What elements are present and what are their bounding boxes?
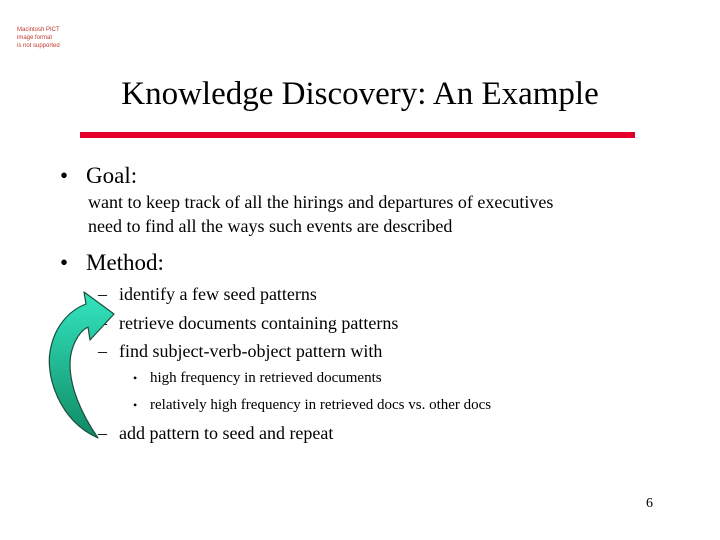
title-underline [80,132,635,138]
bullet-dot: • [60,250,69,275]
step-text: identify a few seed patterns [119,284,317,304]
goal-line: want to keep track of all the hirings and departures of executives [88,192,554,212]
placeholder-line: Macintosh PICT [17,27,60,33]
bullet-dot: • [133,371,138,385]
step-text: find subject-verb-object pattern with [119,341,383,361]
criterion-text: high frequency in retrieved documents [150,370,382,386]
goal-line: need to find all the ways such events are described [88,216,453,236]
step-text: add pattern to seed and repeat [119,423,334,443]
bullet-dot: • [133,398,138,412]
goal-label: Goal: [86,163,138,188]
dash-mark: – [98,423,107,443]
slide-title: Knowledge Discovery: An Example [121,76,599,112]
method-step [98,312,398,334]
placeholder-line: is not supported [17,43,60,49]
criterion-text: relatively high frequency in retrieved docs vs. other docs [150,397,492,413]
unsupported-image-placeholder [17,26,61,50]
criterion-item [133,396,491,414]
placeholder-line: image format [17,35,53,41]
bullet-dot: • [60,163,69,188]
method-step [98,283,317,305]
method-step [98,422,333,444]
method-step [98,340,382,362]
dash-mark: – [98,341,107,361]
goal-bullet [60,162,137,190]
method-label: Method: [86,250,164,275]
dash-mark: – [98,284,107,304]
step-text: retrieve documents containing patterns [119,313,399,333]
repeat-loop-arrow-icon [38,270,128,450]
criterion-item [133,369,382,387]
page-number: 6 [646,496,653,511]
